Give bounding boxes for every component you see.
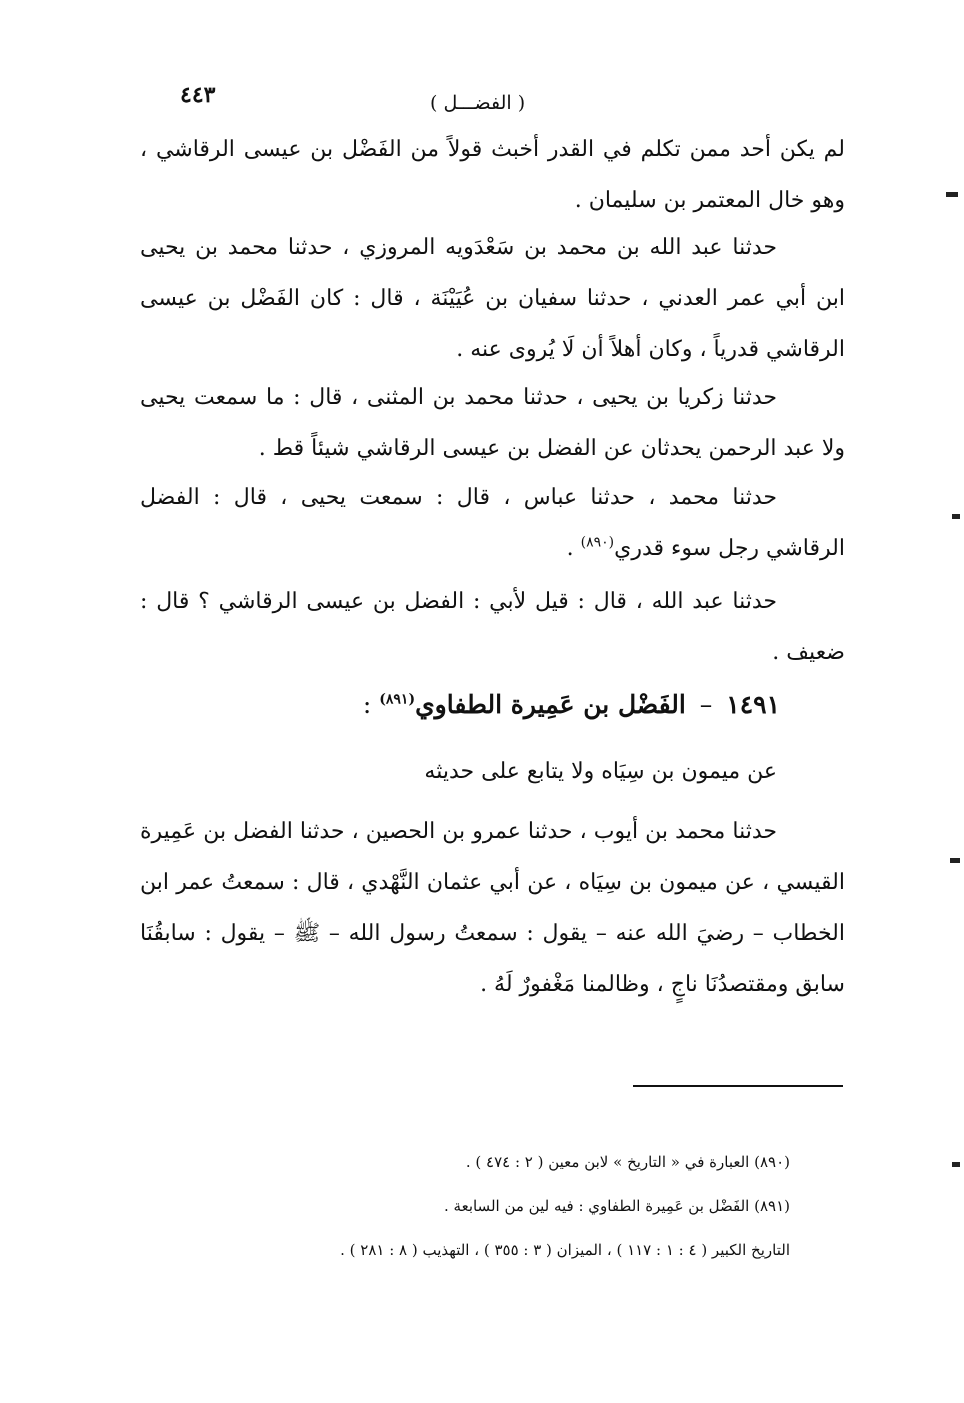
hadith-text: حدثنا محمد بن أيوب ، حدثنا عمرو بن الحصين ، حدثنا الفضل بن عَمِيرة القيسي ، عن ميمون بن سِيَاه ، عن أبي عثمان النَّهْدي ، قال : سمعتُ عمر ابن الخطاب – رضيَ الله عنه – يقول : سمعتُ رسول الله – ﷺ – يقول : سابقُنَا سابق ومقتصدُنَا ناجٍ ، وظالمنا مَغْفورٌ لَهُ .: [140, 819, 845, 997]
hadith-paragraph: [140, 806, 845, 1010]
footnote-891-sources: التاريخ الكبير ( ٤ : ١ : ١١٧ ) ، الميزان ( ٣ : ٣٥٥ ) ، التهذيب ( ٨ : ٢٨١ ) .: [340, 1241, 790, 1259]
running-head: ( الفضـــل ): [430, 92, 526, 114]
footnote-890: (٨٩٠) العبارة في « التاريخ » لابن معين ( ٢ : ٤٧٤ ) .: [465, 1153, 790, 1171]
paragraph-end: .: [566, 536, 581, 561]
paragraph-text: لم يكن أحد ممن تكلم في القدر أخبث قولاً من الفَضْل بن عيسى الرقاشي ، وهو خال المعتمر بن سليمان .: [140, 137, 845, 213]
entry-number: ١٤٩١: [726, 690, 780, 719]
footnote-ref-891: (٨٩١): [379, 691, 416, 708]
scan-edge-mark: [950, 858, 960, 863]
entry-note-text: عن ميمون بن سِيَاه ولا يتابع على حديثه: [424, 759, 777, 784]
page-number: ٤٤٣: [180, 82, 216, 108]
scan-edge-mark: [952, 1162, 960, 1167]
paragraph-1: [140, 124, 845, 226]
paragraph-4: [140, 472, 845, 574]
entry-dash: –: [699, 690, 713, 719]
footnote-891: (٨٩١) الفَضْل بن عَمِيرة الطفاوي : فيه لين من السابعة .: [444, 1197, 790, 1215]
scan-edge-mark: [946, 192, 958, 197]
footnote-ref-890: (٨٩٠): [580, 534, 615, 551]
paragraph-5: [140, 576, 845, 678]
paragraph-text: حدثنا عبد الله ، قال : قيل لأبي : الفضل بن عيسى الرقاشي ؟ قال : ضعيف .: [140, 589, 845, 665]
footnotes: [180, 1140, 790, 1272]
paragraph-3: [140, 372, 845, 474]
paragraph-text: حدثنا عبد الله بن محمد بن سَعْدَويه المروزي ، حدثنا محمد بن يحيى ابن أبي عمر العدني ، حدثنا سفيان بن عُيَيْنَة ، قال : كان الفَضْل بن عيسى الرقاشي قدرياً ، وكان أهلاً أن لَا يُروى عنه .: [140, 235, 845, 362]
paragraph-text: حدثنا زكريا بن يحيى ، حدثنا محمد بن المثنى ، قال : ما سمعت يحيى ولا عبد الرحمن يحدثان عن الفضل بن عيسى الرقاشي شيئاً قط .: [140, 385, 845, 461]
paragraph-text: حدثنا محمد ، حدثنا عباس ، قال : سمعت يحيى ، قال : الفضل الرقاشي رجل سوء قدري: [140, 485, 845, 561]
entry-colon: :: [362, 690, 372, 719]
footnote-separator: [633, 1085, 843, 1087]
paragraph-2: [140, 222, 845, 375]
scan-edge-mark: [952, 514, 960, 519]
entry-heading: [330, 690, 780, 719]
entry-note: [140, 746, 845, 797]
entry-name: الفَضْل بن عَمِيرة الطفاوي: [415, 690, 686, 719]
